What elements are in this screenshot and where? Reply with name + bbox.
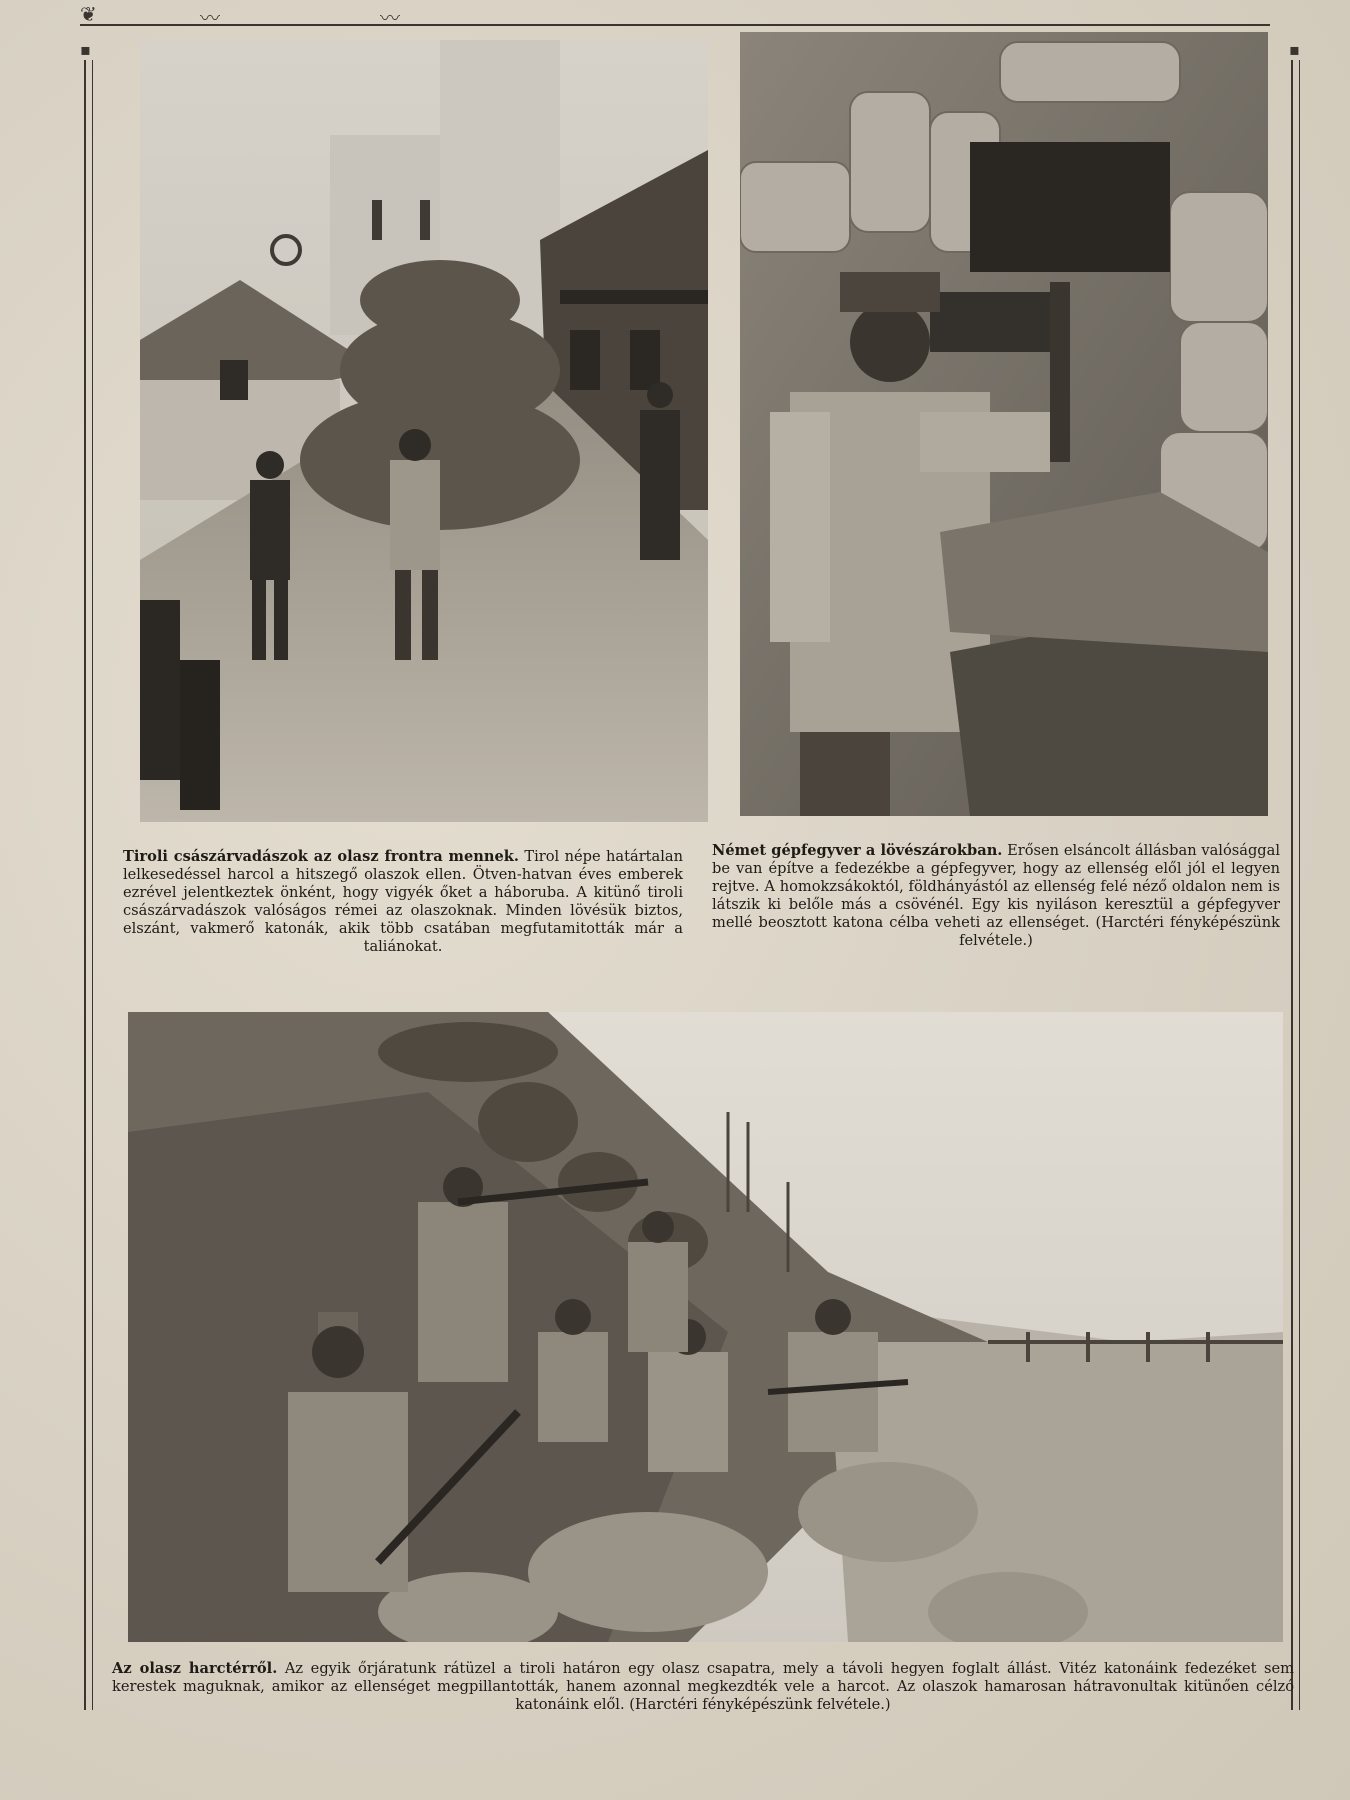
ornament-flourish: ❦ — [80, 2, 97, 26]
caption-headline: Tiroli császárvadászok az olasz frontra mennek. — [123, 848, 519, 865]
border-knot: ▪ — [80, 40, 91, 59]
caption-tyrolean-riflemen — [123, 848, 683, 956]
ornament-flourish: 〰 — [200, 6, 220, 30]
caption-headline: Az olasz harctérről. — [112, 1660, 278, 1677]
photo-tyrolean-riflemen-marching — [140, 40, 708, 822]
ornament-flourish: 〰 — [380, 6, 400, 30]
photo-machine-gun-trench — [740, 32, 1268, 816]
caption-body: Tirol népe határtalan lelkesedéssel harcol a hitszegő olaszok ellen. Ötven-hatvan éves emberek ezrével jelentkeztek önként, hogy vigyék őket a háboruba. A kitünő tiroli császárvadászok valóságos rémei az olaszoknak. Minden lövésük biztos, elszánt, vakmerő katonák, akik több csatában megfutamitották már a taliánokat. — [123, 848, 683, 955]
caption-body: Az egyik őrjáratunk rátüzel a tiroli határon egy olasz csapatra, mely a távoli hegyen foglalt állást. Vitéz katonáink fedezéket sem kerestek maguknak, amikor az ellenséget megpillantották, hanem azonnal megkezdték vele a harcot. Az olaszok hamarosan hátravonultak kitünően célzó katonáink elől. (Harctéri fényképészünk felvétele.) — [112, 1660, 1294, 1713]
caption-body: Erősen elsáncolt állásban valósággal be van építve a fedezékbe a gépfegyver, hogy az ellenség elől jól el legyen rejtve. A homokzsákoktól, földhányástól az ellenség felé néző oldalon nem is látszik ki belőle más a csövénél. Egy kis nyiláson keresztül a gépfegyver mellé beosztott katona célba veheti az ellenséget. (Harctéri fényképészünk felvétele.) — [712, 842, 1280, 949]
caption-headline: Német gépfegyver a lövészárokban. — [712, 842, 1003, 859]
photo-italian-front-patrol — [128, 1012, 1283, 1642]
left-border-rule — [84, 60, 93, 1710]
caption-machine-gun — [712, 842, 1280, 950]
top-ornament-border — [80, 0, 1270, 30]
border-knot: ▪ — [1289, 40, 1300, 59]
right-border-rule — [1291, 60, 1300, 1710]
caption-italian-front — [112, 1660, 1294, 1714]
